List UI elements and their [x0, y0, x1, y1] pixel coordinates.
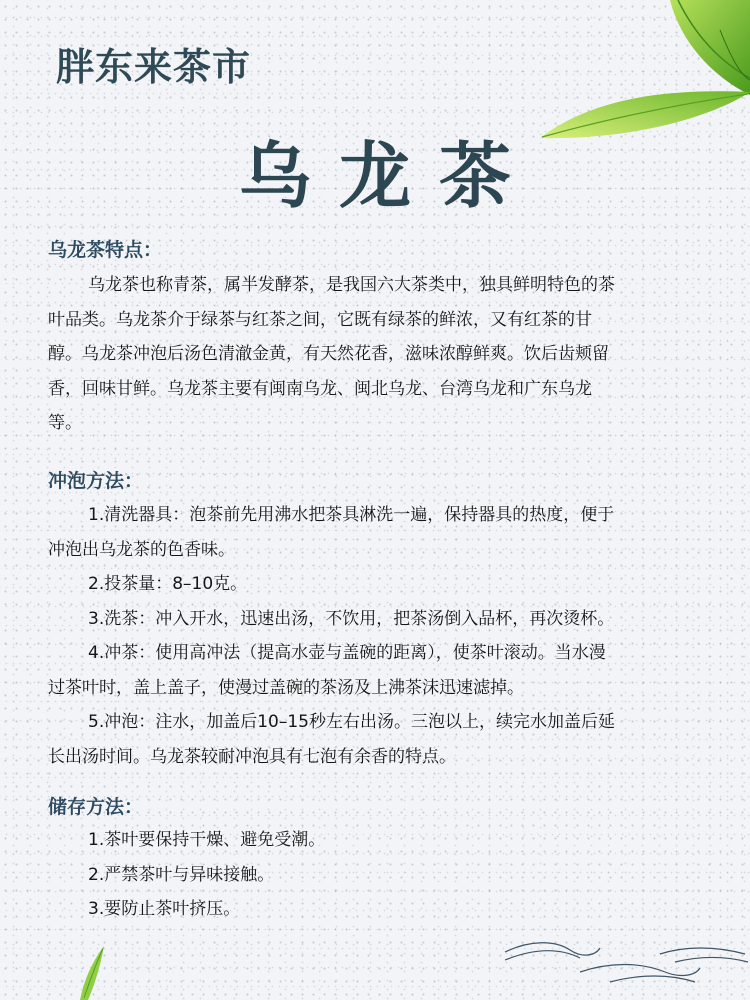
storage-item: 3.要防止茶叶挤压。 [88, 899, 241, 919]
step-line: 1.清洗器具：泡茶前先用沸水把茶具淋洗一遍，保持器具的热度，便于 [88, 505, 615, 525]
tea-leaf-bottom-icon [70, 940, 110, 1000]
step-line: 冲泡出乌龙茶的色香味。 [48, 539, 235, 560]
paragraph-line: 叶品类。乌龙茶介于绿茶与红茶之间，它既有绿茶的鲜浓，又有红茶的甘 [48, 309, 592, 330]
storage-list [48, 823, 720, 927]
step-line: 过茶叶时，盖上盖子，使漫过盖碗的茶汤及上沸茶沫迅速滤掉。 [48, 677, 524, 698]
wave-decoration-icon [500, 932, 750, 992]
step-line: 长出汤时间。乌龙茶较耐冲泡具有七泡有余香的特点。 [48, 746, 456, 767]
storage-item: 1.茶叶要保持干燥、避免受潮。 [88, 830, 326, 850]
step-line: 4.冲茶：使用高冲法（提高水壶与盖碗的距离），使茶叶滚动。当水漫 [88, 643, 606, 663]
paragraph-line: 等。 [48, 413, 82, 433]
paragraph-line: 香，回味甘鲜。乌龙茶主要有闽南乌龙、闽北乌龙、台湾乌龙和广东乌龙 [48, 378, 592, 399]
paragraph-line: 醇。乌龙茶冲泡后汤色清澈金黄，有天然花香，滋味浓醇鲜爽。饮后齿颊留 [48, 344, 609, 364]
features-heading: 乌龙茶特点： [48, 239, 163, 261]
brand-name: 胖东来茶市 [56, 44, 252, 89]
brewing-steps [48, 498, 720, 774]
storage-item: 2.严禁茶叶与异味接触。 [88, 864, 275, 885]
step-line: 5.冲泡：注水，加盖后10–15秒左右出汤。三泡以上，续完水加盖后延 [88, 712, 615, 732]
features-paragraph [48, 268, 720, 441]
page-title: 乌龙茶 [238, 133, 539, 218]
paragraph-line: 乌龙茶也称青茶，属半发酵茶，是我国六大茶类中，独具鲜明特色的茶 [88, 275, 615, 295]
brewing-heading: 冲泡方法： [48, 470, 144, 492]
step-line: 3.洗茶：冲入开水，迅速出汤，不饮用，把茶汤倒入品杯，再次烫杯。 [88, 608, 615, 629]
step-line: 2.投茶量：8–10克。 [88, 574, 248, 594]
storage-heading: 储存方法： [48, 796, 144, 818]
